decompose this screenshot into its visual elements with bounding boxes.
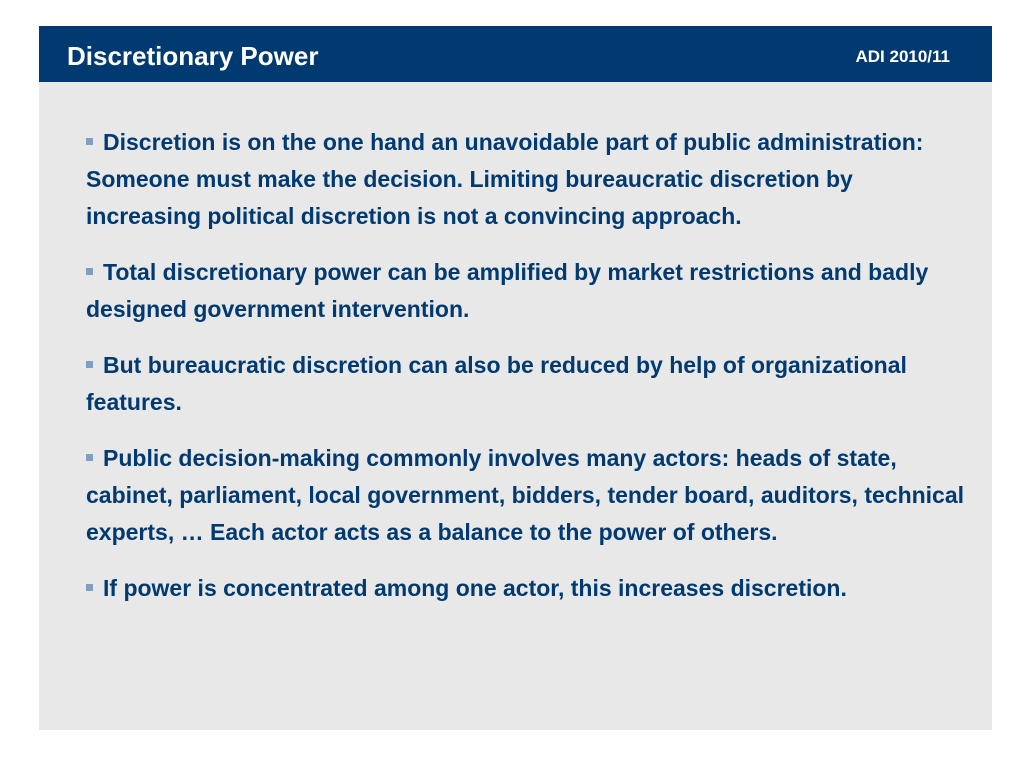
bullet-item [86,124,966,235]
square-bullet-icon [86,454,93,461]
bullet-text: But bureaucratic discretion can also be reduced by help of organizational features. [86,352,907,415]
square-bullet-icon [86,138,93,145]
bullet-list [86,124,966,626]
course-label: ADI 2010/11 [855,47,950,66]
bullet-item [86,347,966,421]
bullet-item [86,570,966,607]
bullet-item [86,440,966,551]
bullet-text: Total discretionary power can be amplified by market restrictions and badly designed government intervention. [86,259,929,322]
content-area [39,82,992,730]
bullet-text: Discretion is on the one hand an unavoidable part of public administration: Someone must make the decision. Limiting bureaucratic discretion by increasing political discretion is not a convincing approach. [86,129,924,229]
bullet-item [86,254,966,328]
bullet-text: If power is concentrated among one actor, this increases discretion. [103,575,847,601]
square-bullet-icon [86,584,93,591]
title-bar [39,26,992,82]
slide-title: Discretionary Power [67,41,319,71]
square-bullet-icon [86,361,93,368]
square-bullet-icon [86,268,93,275]
bullet-text: Public decision-making commonly involves many actors: heads of state, cabinet, parliament, local government, bidders, tender board, auditors, technical experts, … Each actor acts as a balance to the power of others. [86,445,965,545]
